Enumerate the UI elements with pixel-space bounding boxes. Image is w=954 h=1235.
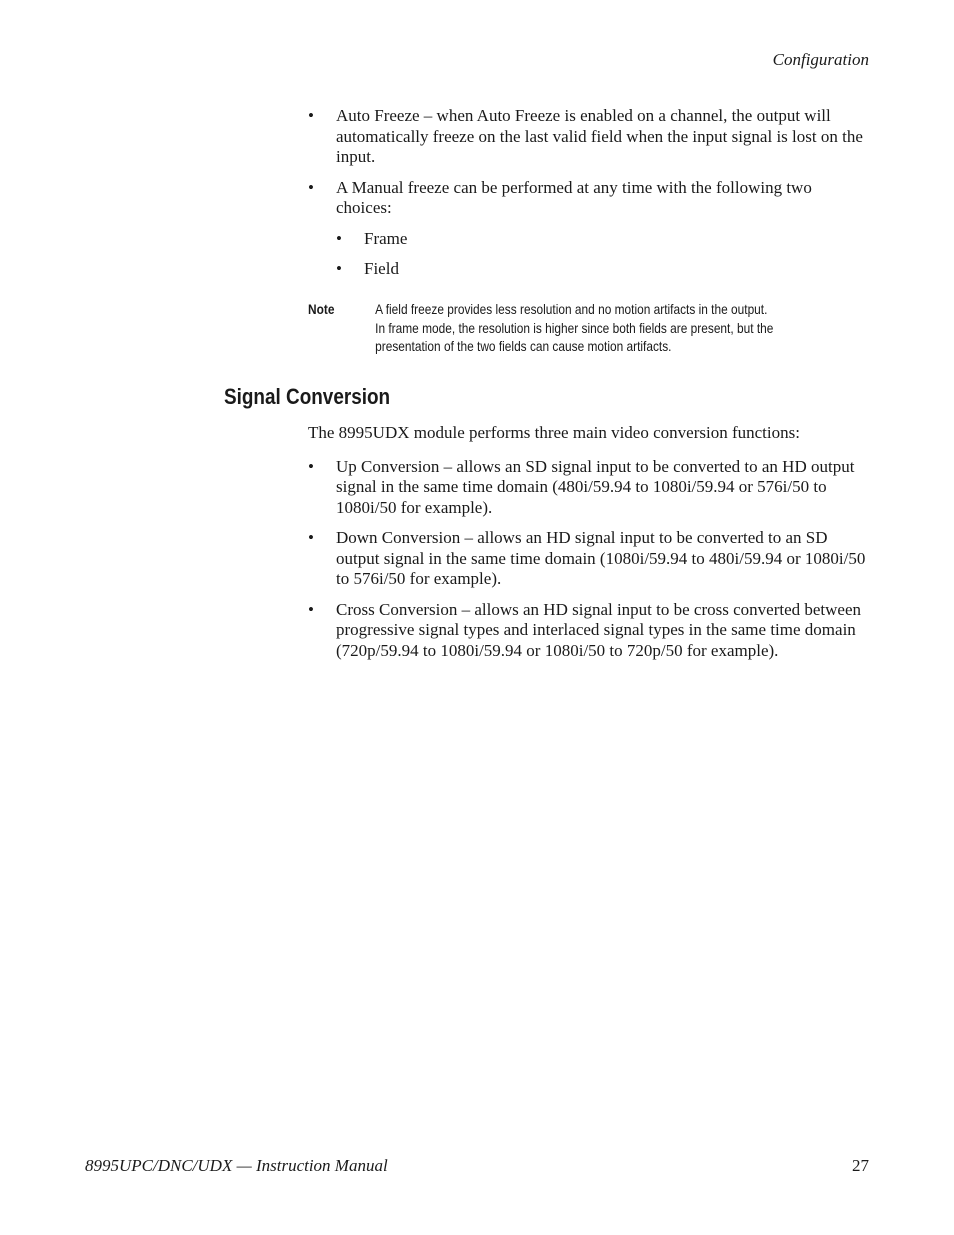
freeze-list bbox=[308, 106, 870, 280]
sub-item-text: Frame bbox=[364, 228, 408, 248]
bullet-icon: • bbox=[308, 528, 314, 547]
bullet-text: Up Conversion – allows an SD signal input to be converted to an HD output signal in the same time domain (480i/59.94 to 1080i/59.94 or 576i/50 to 1080i/50 for example). bbox=[336, 456, 855, 517]
list-item bbox=[308, 528, 870, 590]
list-item bbox=[308, 457, 870, 519]
bullet-text: Auto Freeze – when Auto Freeze is enabled on a channel, the output will automatically freeze on the last valid field when the input signal is lost on the input. bbox=[336, 106, 863, 166]
bullet-icon: • bbox=[336, 228, 342, 248]
section-intro: The 8995UDX module performs three main video conversion functions: bbox=[308, 423, 800, 442]
list-item bbox=[308, 600, 870, 662]
note-line: A field freeze provides less resolution and no motion artifacts in the output. bbox=[375, 301, 768, 317]
bullet-icon: • bbox=[336, 259, 342, 278]
note-label: Note bbox=[308, 301, 335, 317]
page-number: 27 bbox=[852, 1156, 869, 1175]
sub-list-item bbox=[336, 259, 870, 280]
bullet-text: Down Conversion – allows an HD signal input to be converted to an SD output signal in the same time domain (1080i/59.94 to 480i/59.94 or 1080i/50 to 576i/50 for example). bbox=[336, 528, 866, 588]
bullet-icon: • bbox=[308, 106, 314, 125]
bullet-text: A Manual freeze can be performed at any time with the following two choices: bbox=[336, 177, 812, 217]
running-header: Configuration bbox=[772, 50, 869, 69]
signal-conversion-body bbox=[308, 423, 870, 661]
bullet-icon: • bbox=[308, 177, 314, 197]
note-box bbox=[308, 300, 786, 356]
sub-item-text: Field bbox=[364, 259, 399, 278]
footer-title: 8995UPC/DNC/UDX — Instruction Manual bbox=[85, 1156, 388, 1175]
sub-list-item bbox=[336, 229, 870, 250]
bullet-text: Cross Conversion – allows an HD signal input to be cross converted between progressive signal types and interlaced signal types in the same time domain (720p/59.94 to 1080i/59.94 or 1080i/50 to 720p/50 for example). bbox=[336, 599, 862, 660]
note-text bbox=[375, 300, 885, 356]
note-line: presentation of the two fields can cause motion artifacts. bbox=[375, 338, 672, 354]
section-heading: Signal Conversion bbox=[224, 384, 391, 409]
bullet-icon: • bbox=[308, 599, 314, 619]
list-item bbox=[308, 106, 870, 168]
note-line: In frame mode, the resolution is higher since both fields are present, but the bbox=[375, 319, 774, 336]
list-item bbox=[308, 178, 870, 219]
bullet-icon: • bbox=[308, 456, 314, 476]
